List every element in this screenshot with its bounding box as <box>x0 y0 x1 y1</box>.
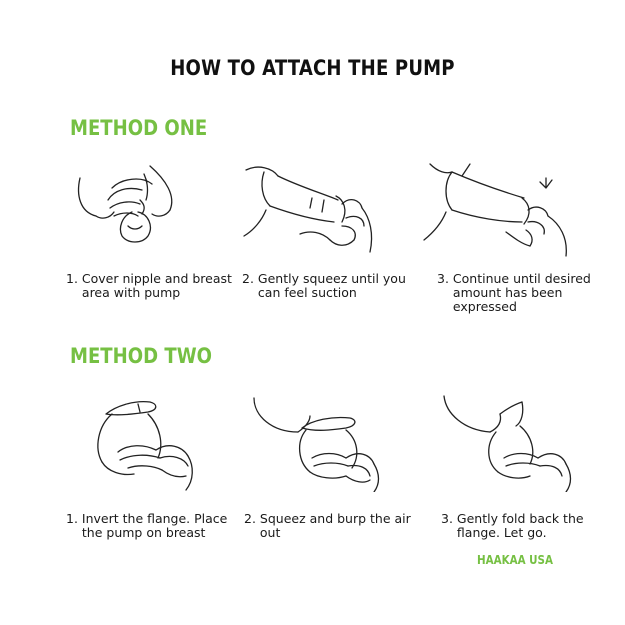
brand-label: HAAKAA USA <box>477 553 553 567</box>
method-one-heading: METHOD ONE <box>70 116 208 140</box>
step-number: 3. <box>437 271 453 286</box>
hand-squeezing-pump-icon <box>238 160 398 260</box>
step-number: 3. <box>441 511 457 526</box>
step-number: 1. <box>66 511 82 526</box>
method-two-step-2 <box>244 512 414 540</box>
hand-releasing-pump-icon <box>422 160 582 260</box>
step-text: Gently squeez until you can feel suction <box>257 271 406 300</box>
step-text: Continue until desired amount has been expressed <box>452 271 591 314</box>
page-title: HOW TO ATTACH THE PUMP <box>170 56 455 80</box>
hand-inverting-flange-icon <box>78 392 238 492</box>
step-text: Invert the flange. Place the pump on breast <box>81 511 228 540</box>
hand-folding-flange-icon <box>440 392 600 492</box>
step-text: Squeez and burp the air out <box>259 511 411 540</box>
method-two-step-1 <box>66 512 236 540</box>
method-two-step-3 <box>441 512 601 540</box>
step-number: 1. <box>66 271 82 286</box>
method-one-step-3 <box>437 272 597 314</box>
step-number: 2. <box>244 511 260 526</box>
step-text: Cover nipple and breast area with pump <box>81 271 232 300</box>
method-one-step-1 <box>66 272 241 300</box>
method-two-heading: METHOD TWO <box>70 344 212 368</box>
method-one-step-2 <box>242 272 412 300</box>
step-text: Gently fold back the flange. Let go. <box>456 511 584 540</box>
hand-covering-breast-with-pump-icon <box>62 160 222 260</box>
step-number: 2. <box>242 271 258 286</box>
hand-burping-pump-icon <box>248 392 408 492</box>
